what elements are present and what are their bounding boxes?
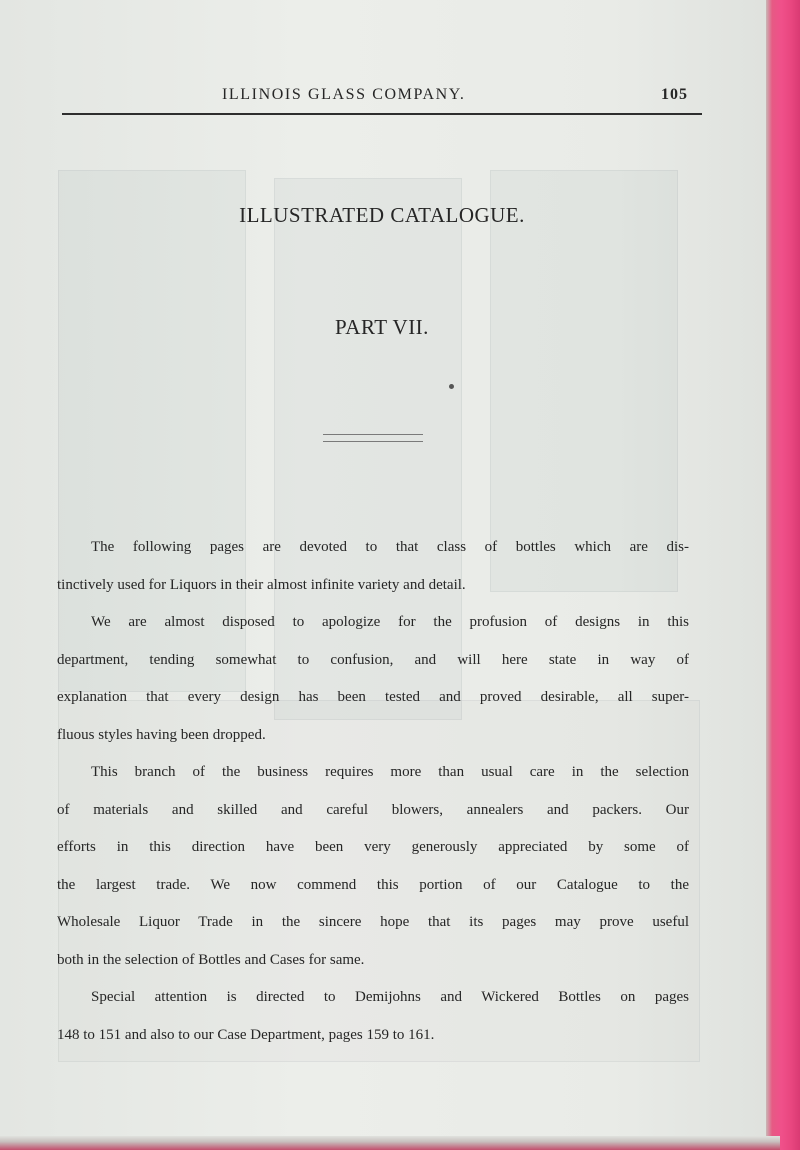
- paragraph-1: [57, 534, 689, 609]
- ornament-dot: [449, 384, 454, 389]
- text-line: We are almost disposed to apologize for the profusion of designs in this: [91, 614, 689, 630]
- paragraph-3: [57, 759, 689, 984]
- double-rule-divider: [323, 434, 423, 442]
- text-line: department, tending somewhat to confusion, and will here state in way of: [57, 651, 689, 668]
- text-line: 148 to 151 and also to our Case Department, pages 159 to 161.: [57, 1026, 435, 1043]
- body-text: [57, 534, 689, 1059]
- paragraph-4: [57, 984, 689, 1059]
- catalogue-heading: ILLUSTRATED CATALOGUE.: [239, 203, 525, 227]
- text-line: explanation that every design has been tested and proved desirable, all super-: [57, 689, 689, 705]
- text-line: both in the selection of Bottles and Cases for same.: [57, 951, 365, 968]
- text-line: fluous styles having been dropped.: [57, 726, 266, 743]
- running-head-title: ILLINOIS GLASS COMPANY.: [222, 86, 466, 103]
- text-line: Special attention is directed to Demijohns and Wickered Bottles on pages: [91, 989, 689, 1005]
- paragraph-2: [57, 609, 689, 759]
- page-number: 105: [661, 86, 688, 103]
- text-line: tinctively used for Liquors in their almost infinite variety and detail.: [57, 576, 466, 593]
- text-line: the largest trade. We now commend this portion of our Catalogue to the: [57, 876, 689, 893]
- text-line: of materials and skilled and careful blowers, annealers and packers. Our: [57, 801, 689, 818]
- text-line: This branch of the business requires more than usual care in the selection: [91, 764, 689, 780]
- text-line: Wholesale Liquor Trade in the sincere hope that its pages may prove useful: [57, 914, 689, 930]
- page-edge-bottom: [0, 1136, 780, 1150]
- header-rule: [62, 113, 702, 115]
- part-heading: PART VII.: [335, 315, 429, 339]
- text-line: efforts in this direction have been very generously appreciated by some of: [57, 839, 689, 855]
- running-head: [62, 86, 702, 110]
- show-through-panel-right: [490, 170, 678, 592]
- text-line: The following pages are devoted to that class of bottles which are dis-: [91, 539, 689, 555]
- page-edge-red: [766, 0, 800, 1150]
